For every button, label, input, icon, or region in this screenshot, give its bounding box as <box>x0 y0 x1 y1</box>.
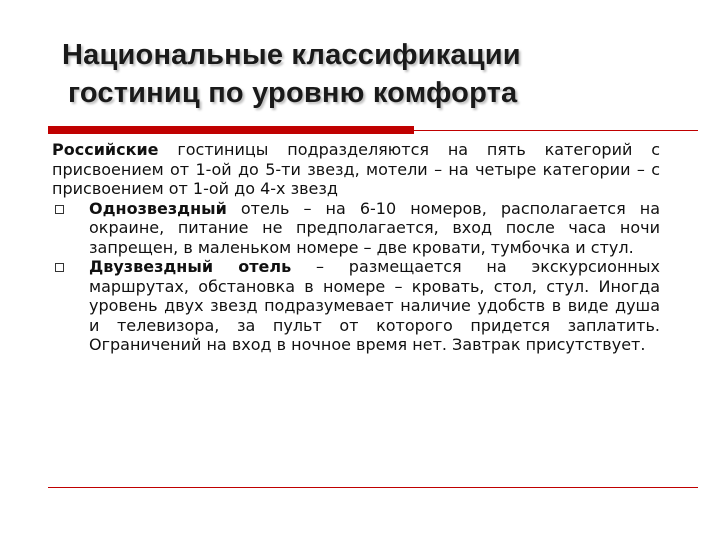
title-divider-thin <box>414 130 698 131</box>
bullet-two-star-bold: Двузвездный отель <box>89 257 292 276</box>
square-bullet-icon <box>55 263 64 272</box>
intro-bold: Российские <box>52 140 159 159</box>
bullet-one-star-text: отель – на 6-10 номеров, располагается на окраине, питание не предполагается, вход после часа ночи запрещен, в маленьком номере – две кровати, тумбочка и стул. <box>89 198 660 257</box>
bullet-two-star <box>52 257 660 355</box>
square-bullet-icon <box>55 205 64 214</box>
title-divider-thick <box>48 126 414 134</box>
intro-text: гостиницы подразделяются на пять категорий с присвоением от 1-ой до 5-ти звезд, мотели – на четыре категории – с присвоением от 1-ой до 4-х звезд <box>52 140 660 198</box>
slide-title-line1: Национальные классификации <box>62 39 521 71</box>
slide-title <box>62 36 702 112</box>
bullet-one-star <box>52 199 660 258</box>
slide-title-line2: гостиниц по уровню комфорта <box>68 77 518 109</box>
slide-body <box>52 140 660 355</box>
bullet-one-star-bold: Однозвездный <box>89 198 227 218</box>
intro-paragraph <box>52 140 660 199</box>
bullet-two-star-text: – размещается на экскурсионных маршрутах, обстановка в номере – кровать, стол, стул. Иногда уровень двух звезд подразумевает наличие удобств в виде душа и телевизора, за пульт от которого придется заплатить. Ограничений на вход в ночное время нет. Завтрак присутствует. <box>89 257 660 354</box>
title-divider <box>48 126 698 134</box>
footer-divider <box>48 487 698 488</box>
